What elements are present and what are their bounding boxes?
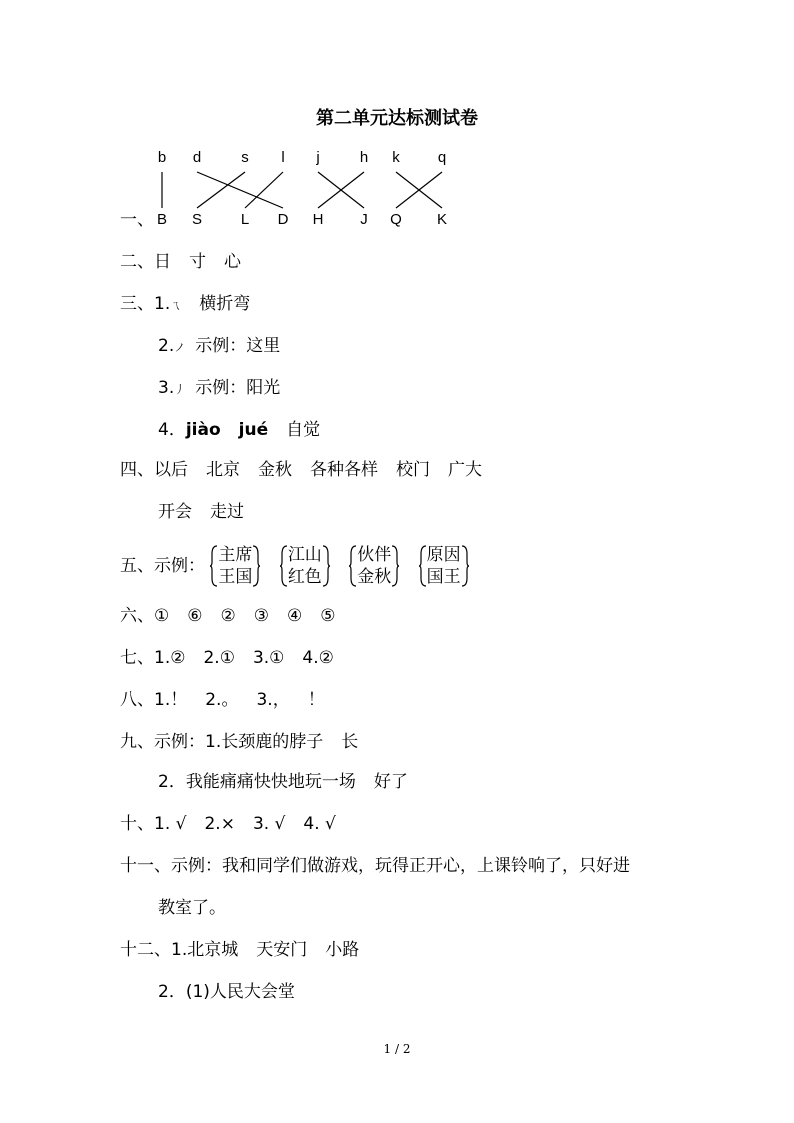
question-number: 3. [158, 378, 175, 398]
pair-word: 主席 [218, 545, 253, 565]
top-letter: j [316, 149, 320, 166]
section-8 [120, 688, 325, 712]
answer-item: 开会 [158, 502, 192, 522]
match-line [197, 172, 245, 208]
match-line [197, 172, 283, 208]
left-brace [349, 544, 357, 588]
matching-lines [162, 172, 442, 208]
section-3-q1 [120, 292, 250, 318]
answer-item: 以后 [154, 460, 188, 480]
answer-text: 长 [341, 732, 359, 752]
section-label: 四、 [120, 460, 154, 480]
section-7 [120, 646, 334, 670]
pair-word: 金秋 [357, 567, 392, 587]
bottom-letter: L [240, 211, 250, 228]
section-9-q2 [158, 770, 408, 794]
right-brace [391, 544, 399, 588]
answer-item: 2.① [203, 648, 235, 668]
word-pair [210, 544, 260, 588]
left-brace [210, 544, 218, 588]
answer-text: 1.长颈鹿的脖子 [205, 732, 324, 752]
top-letter: l [281, 149, 285, 166]
answer-item: 2.× [204, 814, 235, 834]
question-number: 2. [158, 336, 175, 356]
answer-item: 1.！ [154, 690, 188, 710]
answer-text: 示例：这里 [195, 336, 281, 356]
section-11-line1 [120, 854, 630, 878]
answer-item: 广大 [448, 460, 482, 480]
section-label: 八、 [120, 690, 154, 710]
right-brace [322, 544, 330, 588]
question-number: 4． [158, 420, 186, 440]
answer-item: 走过 [210, 502, 244, 522]
answer-item: 寸 [189, 252, 206, 272]
right-brace [461, 544, 469, 588]
match-line [245, 172, 283, 208]
bottom-letter: H [312, 211, 324, 228]
answer-item: 天安门 [256, 940, 308, 960]
top-letter: h [359, 149, 369, 166]
pair-word: 国王 [426, 567, 461, 587]
section-11-line2 [158, 896, 226, 920]
bottom-letter: J [360, 211, 368, 228]
answer-item: 金秋 [258, 460, 292, 480]
section-5 [120, 544, 483, 588]
word-pair [280, 544, 330, 588]
section-1-label: 一、 [120, 210, 154, 230]
stroke-glyph: 丿 [174, 383, 186, 396]
section-12-q1 [120, 938, 359, 962]
answer-item: 3.， [256, 690, 290, 710]
answer-item: ④ [287, 606, 303, 626]
left-brace [280, 544, 288, 588]
section-label: 十一、 [120, 856, 171, 876]
answer-item: 日 [154, 252, 171, 272]
word-pair [419, 544, 469, 588]
pair-word: 红色 [287, 567, 322, 587]
section-4-row2 [158, 500, 244, 524]
answer-text: 自觉 [286, 420, 321, 440]
pair-word: 伙伴 [357, 545, 392, 565]
section-3-q4 [158, 418, 320, 442]
answer-item: 北京 [206, 460, 240, 480]
section-label: 二、 [120, 252, 154, 272]
bottom-letter: S [191, 211, 203, 228]
top-letter: q [437, 149, 447, 166]
bottom-letter: Q [390, 211, 402, 228]
section-label: 九、示例： [120, 732, 205, 752]
answer-item: 4.② [302, 648, 334, 668]
answer-item: 3.① [252, 648, 285, 668]
answer-item: ⑥ [187, 606, 203, 626]
answer-item: 3. √ [252, 814, 286, 834]
section-4-row1 [120, 458, 482, 482]
answer-item: ② [220, 606, 236, 626]
question-number: 1. [154, 294, 171, 314]
section-10 [120, 812, 336, 836]
top-letter: k [392, 149, 400, 166]
section-label: 六、 [120, 606, 154, 626]
section-label: 七、 [120, 648, 154, 668]
answer-item: 1. √ [154, 814, 187, 834]
answer-item: 各种各样 [310, 460, 378, 480]
section-label: 五、示例： [120, 556, 205, 576]
letter-matching-diagram [0, 0, 794, 240]
section-9-q1 [120, 730, 358, 754]
pinyin: jiào [185, 420, 221, 440]
section-12-q2 [158, 980, 295, 1004]
stroke-glyph: ㄟ [170, 299, 182, 312]
bottom-letter: B [156, 211, 168, 228]
answer-text: 教室了。 [158, 898, 226, 918]
answer-text: 横折弯 [199, 294, 251, 314]
right-brace [252, 544, 260, 588]
page-number: 1 / 2 [383, 1042, 411, 1056]
top-letter: d [192, 149, 202, 166]
stroke-glyph: ノ [174, 341, 186, 354]
answer-text: 示例：我和同学们做游戏，玩得正开心，上课铃响了，只好进 [171, 856, 630, 876]
left-brace [419, 544, 427, 588]
answer-item: ① [154, 606, 170, 626]
answer-item: 校门 [396, 460, 430, 480]
answer-text: 示例：阳光 [195, 378, 281, 398]
answer-text: 2．(1)人民大会堂 [158, 982, 295, 1002]
answer-item: ③ [253, 606, 269, 626]
pinyin: jué [238, 420, 269, 440]
answer-item: 心 [224, 252, 241, 272]
section-label: 三、 [120, 294, 154, 314]
answer-text: 2．我能痛痛快快地玩一场 [158, 772, 356, 792]
answer-item: 4. √ [303, 814, 336, 834]
top-letter: b [157, 149, 167, 166]
answer-item: ！ [307, 690, 325, 710]
section-6 [120, 604, 336, 628]
section-label: 十二、 [120, 940, 171, 960]
answer-item: 1.北京城 [171, 940, 239, 960]
top-letter: s [241, 149, 249, 166]
answer-text: 好了 [373, 772, 408, 792]
section-2 [120, 250, 241, 274]
bottom-letter: K [436, 211, 448, 228]
pair-word: 原因 [426, 545, 461, 565]
section-label: 十、 [120, 814, 154, 834]
answer-item: ⑤ [320, 606, 336, 626]
pair-word: 江山 [287, 545, 322, 565]
answer-item: 1.② [154, 648, 186, 668]
section-3-q3 [158, 376, 280, 402]
answer-item: 2.。 [205, 690, 239, 710]
word-pair [349, 544, 399, 588]
section-3-q2 [158, 334, 280, 360]
answer-item: 小路 [325, 940, 360, 960]
pair-word: 王国 [218, 567, 253, 587]
bottom-letter: D [277, 211, 289, 228]
page-title: 第二单元达标测试卷 [316, 108, 478, 129]
